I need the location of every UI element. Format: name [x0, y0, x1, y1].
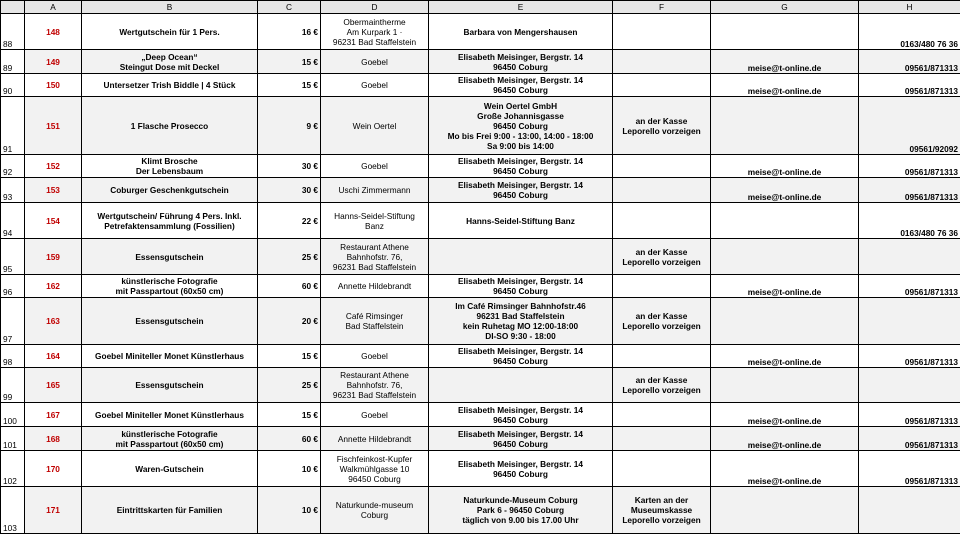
select-all-corner[interactable] [1, 1, 25, 14]
cell-b[interactable]: Eintrittskarten für Familien [82, 487, 258, 534]
cell-a[interactable]: 168 [25, 427, 82, 451]
cell-a[interactable]: 153 [25, 178, 82, 203]
cell-b[interactable]: Klimt Brosche Der Lebensbaum [82, 155, 258, 178]
cell-h[interactable]: 09561/871313 [859, 74, 960, 97]
cell-f[interactable]: an der Kasse Leporello vorzeigen [613, 368, 711, 403]
cell-e[interactable]: Elisabeth Meisinger, Bergstr. 14 96450 Coburg [429, 345, 613, 368]
cell-c[interactable]: 30 € [258, 178, 321, 203]
cell-d[interactable]: Restaurant Athene Bahnhofstr. 76, 96231 Bad Staffelstein [321, 239, 429, 275]
cell-g[interactable]: meise@t-online.de [711, 178, 859, 203]
cell-a[interactable]: 149 [25, 50, 82, 74]
row-number[interactable]: 99 [1, 368, 25, 403]
cell-d[interactable]: Uschi Zimmermann [321, 178, 429, 203]
cell-h[interactable] [859, 239, 960, 275]
table-row [1, 487, 960, 534]
cell-b[interactable]: Essensgutschein [82, 239, 258, 275]
cell-h[interactable]: 09561/871313 [859, 275, 960, 298]
cell-e[interactable]: Elisabeth Meisinger, Bergstr. 14 96450 Coburg [429, 74, 613, 97]
row-number[interactable]: 94 [1, 203, 25, 239]
cell-c[interactable]: 20 € [258, 298, 321, 345]
cell-a[interactable]: 162 [25, 275, 82, 298]
cell-f[interactable]: an der Kasse Leporello vorzeigen [613, 298, 711, 345]
column-header-a[interactable]: A [25, 1, 82, 14]
cell-h[interactable]: 0163/480 76 36 [859, 14, 960, 50]
cell-a[interactable]: 154 [25, 203, 82, 239]
cell-h[interactable]: 09561/871313 [859, 427, 960, 451]
cell-c[interactable]: 9 € [258, 97, 321, 155]
row-number[interactable]: 100 [1, 403, 25, 427]
cell-g[interactable]: meise@t-online.de [711, 50, 859, 74]
table-row [1, 451, 960, 487]
cell-g[interactable]: meise@t-online.de [711, 155, 859, 178]
cell-c[interactable]: 15 € [258, 50, 321, 74]
row-number[interactable]: 89 [1, 50, 25, 74]
cell-a[interactable]: 150 [25, 74, 82, 97]
table-row [1, 403, 960, 427]
cell-f[interactable] [613, 155, 711, 178]
cell-a[interactable]: 152 [25, 155, 82, 178]
cell-b[interactable]: Essensgutschein [82, 368, 258, 403]
row-number[interactable]: 97 [1, 298, 25, 345]
cell-b[interactable]: Goebel Miniteller Monet Künstlerhaus [82, 345, 258, 368]
cell-f[interactable] [613, 50, 711, 74]
cell-d[interactable]: Annette Hildebrandt [321, 275, 429, 298]
table-row [1, 298, 960, 345]
cell-c[interactable]: 25 € [258, 239, 321, 275]
cell-f[interactable]: an der Kasse Leporello vorzeigen [613, 97, 711, 155]
cell-a[interactable]: 165 [25, 368, 82, 403]
cell-e[interactable]: Elisabeth Meisinger, Bergstr. 14 96450 Coburg [429, 427, 613, 451]
cell-e[interactable]: Elisabeth Meisinger, Bergstr. 14 96450 Coburg [429, 275, 613, 298]
cell-a[interactable]: 164 [25, 345, 82, 368]
cell-g[interactable] [711, 97, 859, 155]
cell-d[interactable]: Goebel [321, 345, 429, 368]
column-header-e[interactable]: E [429, 1, 613, 14]
column-header-f[interactable]: F [613, 1, 711, 14]
cell-f[interactable] [613, 403, 711, 427]
cell-c[interactable]: 15 € [258, 345, 321, 368]
table-row [1, 178, 960, 203]
row-number[interactable]: 88 [1, 14, 25, 50]
row-number[interactable]: 101 [1, 427, 25, 451]
column-header-b[interactable]: B [82, 1, 258, 14]
cell-d[interactable]: Fischfeinkost-Kupfer Walkmühlgasse 10 96450 Coburg [321, 451, 429, 487]
cell-g[interactable]: meise@t-online.de [711, 345, 859, 368]
cell-c[interactable]: 15 € [258, 74, 321, 97]
cell-f[interactable] [613, 345, 711, 368]
cell-e[interactable] [429, 239, 613, 275]
column-header-d[interactable]: D [321, 1, 429, 14]
cell-g[interactable] [711, 14, 859, 50]
cell-g[interactable] [711, 368, 859, 403]
cell-c[interactable]: 30 € [258, 155, 321, 178]
table-row [1, 275, 960, 298]
cell-d[interactable]: Restaurant Athene Bahnhofstr. 76, 96231 Bad Staffelstein [321, 368, 429, 403]
cell-g[interactable] [711, 298, 859, 345]
table-row [1, 427, 960, 451]
cell-b[interactable]: Essensgutschein [82, 298, 258, 345]
row-number[interactable]: 95 [1, 239, 25, 275]
cell-b[interactable]: künstlerische Fotografie mit Passpartout (60x50 cm) [82, 427, 258, 451]
row-number[interactable]: 96 [1, 275, 25, 298]
cell-h[interactable]: 09561/92092 [859, 97, 960, 155]
row-number[interactable]: 90 [1, 74, 25, 97]
cell-b[interactable]: künstlerische Fotografie mit Passpartout (60x50 cm) [82, 275, 258, 298]
cell-f[interactable] [613, 427, 711, 451]
cell-g[interactable]: meise@t-online.de [711, 427, 859, 451]
cell-f[interactable] [613, 275, 711, 298]
cell-b[interactable]: 1 Flasche Prosecco [82, 97, 258, 155]
cell-a[interactable]: 171 [25, 487, 82, 534]
cell-h[interactable]: 09561/871313 [859, 155, 960, 178]
cell-d[interactable]: Goebel [321, 74, 429, 97]
table-row [1, 155, 960, 178]
cell-c[interactable]: 10 € [258, 487, 321, 534]
cell-g[interactable]: meise@t-online.de [711, 74, 859, 97]
cell-b[interactable]: Goebel Miniteller Monet Künstlerhaus [82, 403, 258, 427]
cell-e[interactable]: Naturkunde-Museum Coburg Park 6 - 96450 Coburg täglich von 9.00 bis 17.00 Uhr [429, 487, 613, 534]
cell-e[interactable]: Barbara von Mengershausen [429, 14, 613, 50]
cell-b[interactable]: Coburger Geschenkgutschein [82, 178, 258, 203]
cell-g[interactable] [711, 487, 859, 534]
cell-b[interactable]: „Deep Ocean“ Steingut Dose mit Deckel [82, 50, 258, 74]
table-row [1, 203, 960, 239]
table-row [1, 50, 960, 74]
cell-e[interactable]: Elisabeth Meisinger, Bergstr. 14 96450 Coburg [429, 50, 613, 74]
cell-d[interactable]: Goebel [321, 155, 429, 178]
row-number[interactable]: 103 [1, 487, 25, 534]
cell-a[interactable]: 170 [25, 451, 82, 487]
cell-h[interactable]: 0163/480 76 36 [859, 203, 960, 239]
cell-e[interactable]: Elisabeth Meisinger, Bergstr. 14 96450 Coburg [429, 403, 613, 427]
cell-c[interactable]: 10 € [258, 451, 321, 487]
row-number[interactable]: 91 [1, 97, 25, 155]
cell-d[interactable]: Café Rimsinger Bad Staffelstein [321, 298, 429, 345]
cell-d[interactable]: Naturkunde-museum Coburg [321, 487, 429, 534]
cell-c[interactable]: 15 € [258, 403, 321, 427]
cell-h[interactable]: 09561/871313 [859, 451, 960, 487]
cell-g[interactable] [711, 203, 859, 239]
cell-a[interactable]: 148 [25, 14, 82, 50]
cell-d[interactable]: Goebel [321, 50, 429, 74]
cell-f[interactable] [613, 74, 711, 97]
table-row [1, 74, 960, 97]
cell-c[interactable]: 60 € [258, 275, 321, 298]
cell-b[interactable]: Wertgutschein für 1 Pers. [82, 14, 258, 50]
cell-h[interactable]: 09561/871313 [859, 178, 960, 203]
cell-h[interactable] [859, 487, 960, 534]
cell-g[interactable]: meise@t-online.de [711, 275, 859, 298]
cell-d[interactable]: Obermaintherme Am Kurpark 1 · 96231 Bad Staffelstein [321, 14, 429, 50]
cell-g[interactable]: meise@t-online.de [711, 451, 859, 487]
cell-h[interactable]: 09561/871313 [859, 403, 960, 427]
row-number[interactable]: 92 [1, 155, 25, 178]
cell-c[interactable]: 16 € [258, 14, 321, 50]
cell-g[interactable] [711, 239, 859, 275]
cell-f[interactable]: an der Kasse Leporello vorzeigen [613, 239, 711, 275]
cell-f[interactable] [613, 14, 711, 50]
cell-d[interactable]: Wein Oertel [321, 97, 429, 155]
cell-b[interactable]: Untersetzer Trish Biddle | 4 Stück [82, 74, 258, 97]
column-header-g[interactable]: G [711, 1, 859, 14]
table-row [1, 345, 960, 368]
cell-c[interactable]: 25 € [258, 368, 321, 403]
cell-f[interactable]: Karten an der Museumskasse Leporello vorzeigen [613, 487, 711, 534]
cell-d[interactable]: Annette Hildebrandt [321, 427, 429, 451]
cell-e[interactable]: Elisabeth Meisinger, Bergstr. 14 96450 Coburg [429, 155, 613, 178]
cell-d[interactable]: Hanns-Seidel-Stiftung Banz [321, 203, 429, 239]
cell-b[interactable]: Waren-Gutschein [82, 451, 258, 487]
cell-a[interactable]: 159 [25, 239, 82, 275]
cell-a[interactable]: 167 [25, 403, 82, 427]
cell-c[interactable]: 22 € [258, 203, 321, 239]
cell-h[interactable] [859, 368, 960, 403]
table-row [1, 97, 960, 155]
cell-f[interactable] [613, 451, 711, 487]
cell-f[interactable] [613, 203, 711, 239]
cell-f[interactable] [613, 178, 711, 203]
table-row [1, 239, 960, 275]
cell-e[interactable]: Wein Oertel GmbH Große Johannisgasse 96450 Coburg Mo bis Frei 9:00 - 13:00, 14:00 - 18:00 Sa 9:00 bis 14:00 [429, 97, 613, 155]
cell-b[interactable]: Wertgutschein/ Führung 4 Pers. Inkl. Petrefaktensammlung (Fossilien) [82, 203, 258, 239]
cell-a[interactable]: 151 [25, 97, 82, 155]
row-number[interactable]: 102 [1, 451, 25, 487]
cell-a[interactable]: 163 [25, 298, 82, 345]
cell-e[interactable]: Elisabeth Meisinger, Bergstr. 14 96450 Coburg [429, 178, 613, 203]
cell-c[interactable]: 60 € [258, 427, 321, 451]
cell-e[interactable]: Hanns-Seidel-Stiftung Banz [429, 203, 613, 239]
row-number[interactable]: 93 [1, 178, 25, 203]
cell-e[interactable]: Im Café Rimsinger Bahnhofstr.46 96231 Bad Staffelstein kein Ruhetag MO 12:00-18:00 DI-SO 9:30 - 18:00 [429, 298, 613, 345]
column-header-c[interactable]: C [258, 1, 321, 14]
cell-h[interactable]: 09561/871313 [859, 50, 960, 74]
cell-e[interactable]: Elisabeth Meisinger, Bergstr. 14 96450 Coburg [429, 451, 613, 487]
table-row [1, 368, 960, 403]
cell-d[interactable]: Goebel [321, 403, 429, 427]
cell-e[interactable] [429, 368, 613, 403]
row-number[interactable]: 98 [1, 345, 25, 368]
column-header-h[interactable]: H [859, 1, 960, 14]
column-header-row [1, 1, 960, 14]
cell-h[interactable] [859, 298, 960, 345]
cell-g[interactable]: meise@t-online.de [711, 403, 859, 427]
cell-h[interactable]: 09561/871313 [859, 345, 960, 368]
table-row [1, 14, 960, 50]
